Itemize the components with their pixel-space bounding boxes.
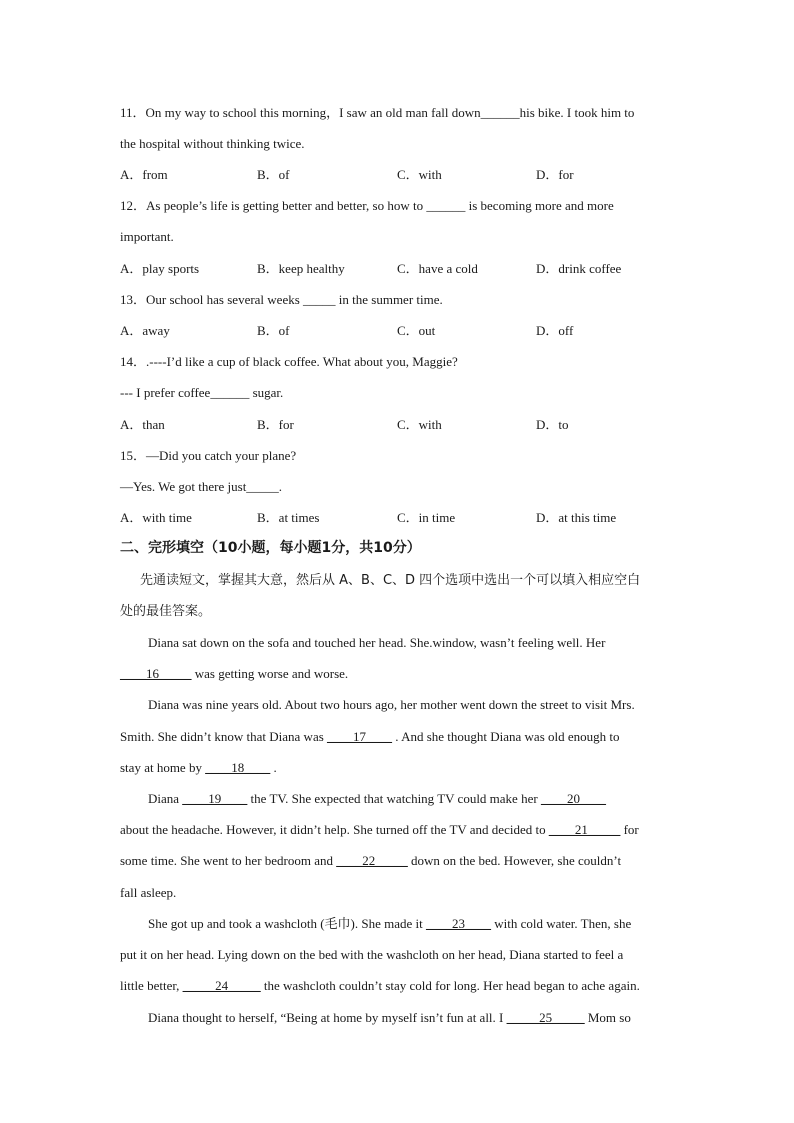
q13-option-a: A．away: [120, 323, 170, 338]
blank-23: ____23____: [426, 916, 492, 931]
passage-p3-line-4: fall asleep.: [120, 885, 177, 900]
passage-text: .: [270, 760, 277, 775]
passage-text: stay at home by: [120, 760, 206, 775]
passage-text: little better,: [120, 978, 183, 993]
q13-option-c: C．out: [397, 323, 436, 338]
q15-option-a: A．with time: [120, 510, 192, 525]
passage-text: the TV. She expected that watching TV could make her: [247, 791, 541, 806]
passage-p1-line-1: Diana sat down on the sofa and touched her head. She.window, wasn’t feeling well. Her: [148, 635, 606, 650]
passage-text: the washcloth couldn’t stay cold for long. Her head began to ache again.: [260, 978, 640, 993]
question-14-line-2: --- I prefer coffee______ sugar.: [120, 385, 284, 400]
q11-option-a: A．from: [120, 167, 168, 182]
passage-p2-line-2: [120, 729, 620, 745]
q13-option-b: B．of: [257, 323, 290, 338]
passage-text: for: [620, 822, 639, 837]
q12-option-d: D．drink coffee: [536, 261, 622, 276]
q14-option-c: C．with: [397, 417, 442, 432]
blank-18: ____18____: [205, 760, 271, 775]
question-13-line-1: 13．Our school has several weeks _____ in the summer time.: [120, 292, 443, 307]
passage-text: She got up and took a washcloth (毛巾). She made it: [148, 916, 427, 931]
question-15-line-1: 15．—Did you catch your plane?: [120, 448, 297, 463]
blank-24: _____24_____: [182, 978, 261, 993]
passage-p4-line-3: [120, 978, 640, 994]
passage-p5-line-1: [148, 1010, 631, 1026]
passage-p3-line-3: [120, 853, 621, 869]
q14-option-d: D．to: [536, 417, 569, 432]
q12-option-b: B．keep healthy: [257, 261, 345, 276]
passage-p1-line-2: [120, 666, 348, 682]
blank-22: ____22_____: [336, 853, 408, 868]
passage-p4-line-2: put it on her head. Lying down on the bed with the washcloth on her head, Diana started to feel a: [120, 947, 624, 962]
blank-21: ____21_____: [548, 822, 621, 837]
question-15-line-2: —Yes. We got there just_____.: [120, 479, 283, 494]
section-2-instruction-line-2: 处的最佳答案。: [120, 604, 212, 619]
question-14-line-1: 14．.----I’d like a cup of black coffee. What about you, Maggie?: [120, 354, 458, 369]
q15-option-c: C．in time: [397, 510, 456, 525]
passage-text: . And she thought Diana was old enough to: [392, 729, 620, 744]
passage-p4-line-1: [148, 916, 631, 932]
q13-option-d: D．off: [536, 323, 574, 338]
question-11-line-1: 11．On my way to school this morning，I saw an old man fall down______his bike. I took him to: [120, 105, 635, 120]
question-12-line-2: important.: [120, 229, 174, 244]
q15-option-b: B．at times: [257, 510, 320, 525]
passage-text: Mom so: [584, 1010, 631, 1025]
passage-text: about the headache. However, it didn’t help. She turned off the TV and decided to: [120, 822, 549, 837]
q14-option-b: B．for: [257, 417, 294, 432]
q14-option-a: A．than: [120, 417, 165, 432]
blank-25: _____25_____: [506, 1010, 585, 1025]
passage-text: down on the bed. However, she couldn’t: [407, 853, 622, 868]
passage-text: was getting worse and worse.: [191, 666, 349, 681]
question-12-line-1: 12．As people’s life is getting better and better, so how to ______ is becoming more and more: [120, 198, 614, 213]
q15-option-d: D．at this time: [536, 510, 617, 525]
section-2-instruction-line-1: 先通读短文，掌握其大意，然后从 A、B、C、D 四个选项中选出一个可以填入相应空白: [140, 573, 641, 588]
question-11-line-2: the hospital without thinking twice.: [120, 136, 305, 151]
blank-20: ____20____: [540, 791, 606, 806]
blank-17: ____17____: [327, 729, 393, 744]
passage-text: some time. She went to her bedroom and: [120, 853, 337, 868]
passage-text: Diana: [148, 791, 183, 806]
passage-p2-line-3: [120, 760, 277, 776]
q12-option-c: C．have a cold: [397, 261, 478, 276]
passage-p3-line-1: [148, 791, 606, 807]
q11-option-b: B．of: [257, 167, 290, 182]
q11-option-d: D．for: [536, 167, 574, 182]
blank-19: ____19____: [182, 791, 248, 806]
passage-p2-line-1: Diana was nine years old. About two hours ago, her mother went down the street to visit Mrs.: [148, 697, 635, 712]
q12-option-a: A．play sports: [120, 261, 200, 276]
blank-16: ____16_____: [120, 666, 192, 681]
passage-text: with cold water. Then, she: [491, 916, 632, 931]
passage-text: Smith. She didn’t know that Diana was: [120, 729, 328, 744]
passage-p3-line-2: [120, 822, 639, 838]
passage-text: Diana thought to herself, “Being at home by myself isn’t fun at all. I: [148, 1010, 507, 1025]
section-2-title: 二、完形填空（10小题，每小题1分，共10分）: [120, 540, 421, 556]
q11-option-c: C．with: [397, 167, 442, 182]
